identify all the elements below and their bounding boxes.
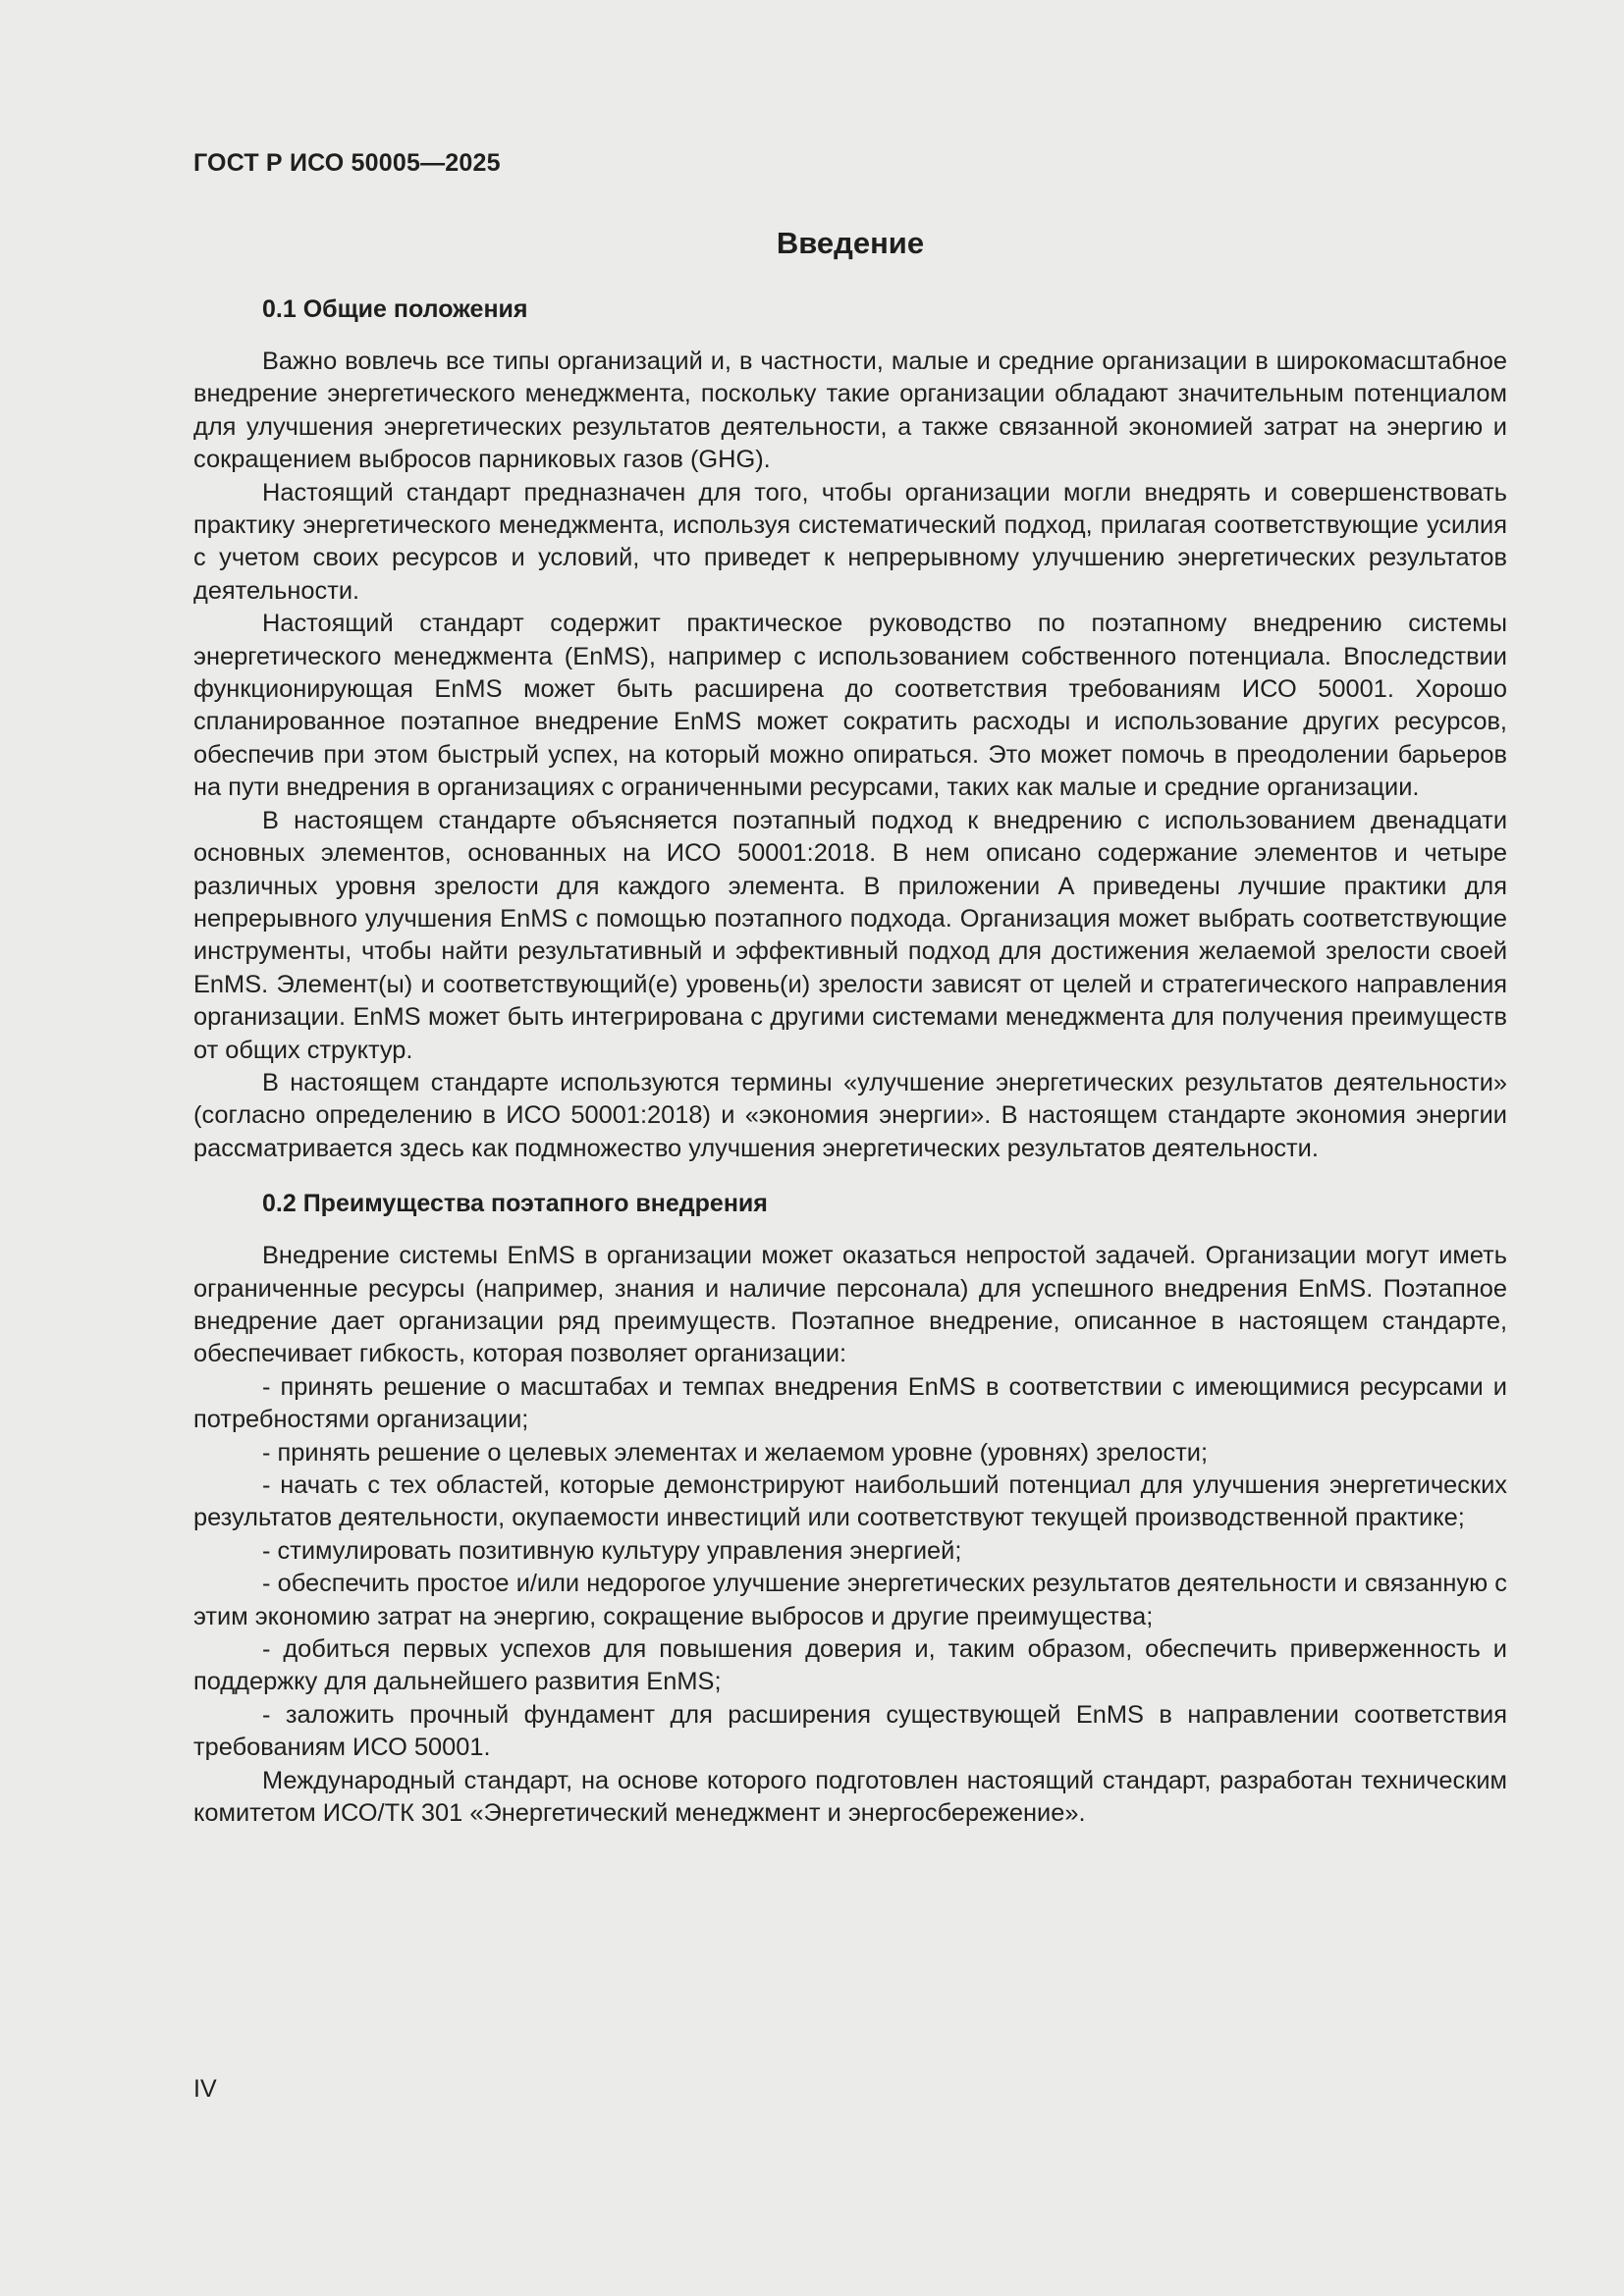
paragraph: Международный стандарт, на основе которого подготовлен настоящий стандарт, разработан техническим комитетом ИСО/ТК 301 «Энергетический менеджмент и энергосбережение». bbox=[193, 1766, 1507, 1828]
section-spacer bbox=[193, 1165, 1507, 1187]
page-title: Введение bbox=[776, 226, 925, 260]
list-item: - принять решение о целевых элементах и желаемом уровне (уровнях) зрелости; bbox=[262, 1438, 1209, 1467]
page-number: IV bbox=[193, 2075, 217, 2103]
section-phased-implementation-benefits bbox=[193, 1187, 1507, 1830]
list-item: - обеспечить простое и/или недорогое улучшение энергетических результатов деятельности и связанную с этим экономию затрат на энергию, сокращение выбросов и другие преимущества; bbox=[193, 1570, 1507, 1630]
paragraph: Настоящий стандарт содержит практическое руководство по поэтапному внедрению системы энергетического менеджмента (EnMS), например с использованием собственного потенциала. Впоследствии функционирующая EnMS может быть расширена до соответствия требованиям ИСО 50001. Хорошо спланированное поэтапное внедрение EnMS может сократить расходы и использование других ресурсов, обеспечив при этом быстрый успех, на который можно опираться. Это может помочь в преодолении барьеров на пути внедрения в организациях с ограниченными ресурсами, таких как малые и средние организации. bbox=[193, 610, 1507, 802]
paragraph: Настоящий стандарт предназначен для того, чтобы организации могли внедрять и совершенствовать практику энергетического менеджмента, используя систематический подход, прилагая соответствующие усилия с учетом своих ресурсов и условий, что приведет к непрерывному улучшению энергетических результатов деятельности. bbox=[193, 478, 1507, 605]
section-general-provisions bbox=[193, 293, 1507, 1165]
paragraph: Внедрение системы EnMS в организации может оказаться непростой задачей. Организации могут иметь ограниченные ресурсы (например, знания и наличие персонала) для успешного внедрения EnMS. Поэтапное внедрение дает организации ряд преимуществ. Поэтапное внедрение, описанное в настоящем стандарте, обеспечивает гибкость, которая позволяет организации: bbox=[193, 1242, 1507, 1368]
list-item: - начать с тех областей, которые демонстрируют наибольший потенциал для улучшения энергетических результатов деятельности, окупаемости инвестиций или соответствуют текущей производственной практике; bbox=[193, 1471, 1507, 1532]
paragraph: Важно вовлечь все типы организаций и, в частности, малые и средние организации в широкомасштабное внедрение энергетического менеджмента, поскольку такие организации обладают значительным потенциалом для улучшения энергетических результатов деятельности, а также связанной экономией затрат на энергию и сокращением выбросов парниковых газов (GHG). bbox=[193, 347, 1507, 474]
document-body bbox=[193, 293, 1507, 1830]
list-item: - добиться первых успехов для повышения доверия и, таким образом, обеспечить приверженность и поддержку для дальнейшего развития EnMS; bbox=[193, 1635, 1507, 1696]
list-item: - стимулировать позитивную культуру управления энергией; bbox=[262, 1536, 962, 1565]
paragraph: В настоящем стандарте объясняется поэтапный подход к внедрению с использованием двенадцати основных элементов, основанных на ИСО 50001:2018. В нем описано содержание элементов и четыре различных уровня зрелости для каждого элемента. В приложении А приведены лучшие практики для непрерывного улучшения EnMS с помощью поэтапного подхода. Организация может выбрать соответствующие инструменты, чтобы найти результативный и эффективный подход для достижения желаемой зрелости своей EnMS. Элемент(ы) и соответствующий(е) уровень(и) зрелости зависят от целей и стратегического направления организации. EnMS может быть интегрирована с другими системами менеджмента для получения преимуществ от общих структур. bbox=[193, 806, 1507, 1064]
list-item: - принять решение о масштабах и темпах внедрения EnMS в соответствии с имеющимися ресурсами и потребностями организации; bbox=[193, 1372, 1507, 1434]
section-heading: 0.1 Общие положения bbox=[262, 295, 528, 323]
list-item: - заложить прочный фундамент для расширения существующей EnMS в направлении соответствия требованиям ИСО 50001. bbox=[193, 1700, 1507, 1762]
paragraph: В настоящем стандарте используются термины «улучшение энергетических результатов деятельности» (согласно определению в ИСО 50001:2018) и «экономия энергии». В настоящем стандарте экономия энергии рассматривается здесь как подмножество улучшения энергетических результатов деятельности. bbox=[193, 1068, 1507, 1162]
section-heading: 0.2 Преимущества поэтапного внедрения bbox=[262, 1190, 768, 1218]
document-code: ГОСТ Р ИСО 50005—2025 bbox=[193, 149, 501, 177]
